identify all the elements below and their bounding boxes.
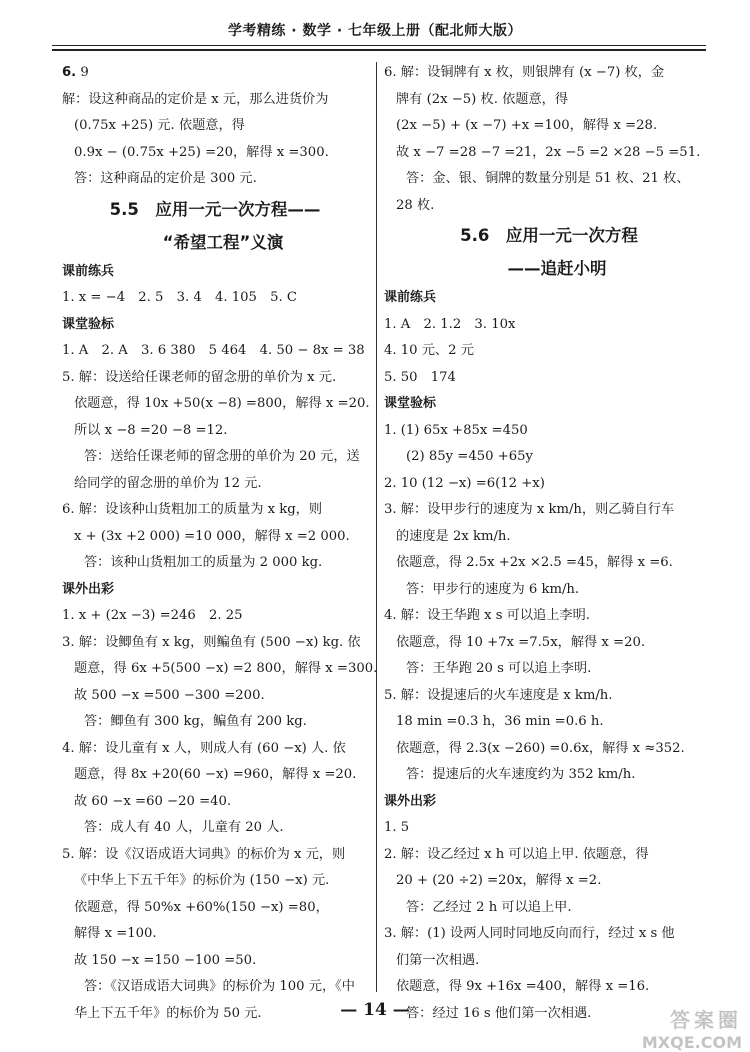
answer-line: 依题意，得 2.3(x −260) =0.6x，解得 x ≈352. [396,740,685,756]
answer-line: 5. 50 174 [384,369,456,385]
answer-line: 依题意，得 50%x +60%(150 −x) =80， [74,899,329,915]
answer-line: 给同学的留念册的单价为 12 元. [74,475,262,491]
page-number: — 14 — [340,1000,410,1020]
answer-line: 答：提速后的火车速度约为 352 km/h. [406,767,636,782]
answer-line: 所以 x −8 =20 −8 =12. [74,422,228,438]
answer-line: 4. 10 元、2 元 [384,343,474,358]
answer-line: 依题意，得 10x +50(x −8) =800，解得 x =20. [74,396,370,411]
answer-line: 20 + (20 ÷2) =20x，解得 x =2. [396,873,602,888]
answer-line: 解：设这种商品的定价是 x 元，那么进货价为 [62,91,329,107]
answer-line: 们第一次相遇. [396,952,480,968]
subsection-heading: 课外出彩 [62,581,115,597]
subsection-heading: 课外出彩 [384,793,437,809]
subsection-heading: 课前练兵 [62,263,115,279]
answer-line: 答：这种商品的定价是 300 元. [74,171,257,186]
answer-line: 5. 解：设送给任课老师的留念册的单价为 x 元. [62,369,337,385]
watermark-top: 答案圈 [670,1008,742,1032]
answer-line: 答：成人有 40 人，儿童有 20 人. [84,820,284,835]
answer-line: 1. 5 [384,820,410,835]
answer-line: 题意，得 6x +5(500 −x) =2 800，解得 x =300. [74,661,378,676]
answer-line: 答：经过 16 s 他们第一次相遇. [406,1005,592,1021]
subsection-heading: 课前练兵 [384,290,437,305]
answer-line: 4. 解：设儿童有 x 人，则成人有 (60 −x) 人. 依 [62,740,346,756]
answer-line: 题意，得 8x +20(60 −x) =960，解得 x =20. [74,767,357,782]
answer-line: 答：王华跑 20 s 可以追上李明. [406,661,592,676]
answer-line: 答：鲫鱼有 300 kg，鳊鱼有 200 kg. [84,714,307,729]
watermark-bottom: MXQE.COM [641,1033,742,1052]
answer-line: 6. 9 [62,65,89,80]
answer-line: 牌有 (2x −5) 枚. 依题意，得 [396,91,569,107]
answer-line: 28 枚. [396,197,435,213]
answer-line: 答：该种山货粗加工的质量为 2 000 kg. [84,555,323,570]
answer-line: 4. 解：设王华跑 x s 可以追上李明. [384,608,590,623]
answer-line: 5. 解：设《汉语成语大词典》的标价为 x 元，则 [62,846,346,862]
answer-line: 6. 解：设该种山货粗加工的质量为 x kg，则 [62,502,323,517]
answer-line: 1. x = −4 2. 5 3. 4 4. 105 5. C [62,290,297,305]
answer-line: 18 min =0.3 h，36 min =0.6 h. [396,714,604,729]
answer-line: 的速度是 2x km/h. [396,528,511,544]
section-subtitle: ——追赶小明 [507,259,607,278]
answer-line: 2. 10 (12 −x) =6(12 +x) [384,475,545,491]
answer-line: 答：甲步行的速度为 6 km/h. [406,581,580,597]
answer-line: 解得 x =100. [74,926,157,941]
answer-line: 依题意，得 10 +7x =7.5x，解得 x =20. [396,634,646,650]
header-rule-thin [52,45,706,46]
answer-line: 3. 解：(1) 设两人同时同地反向而行，经过 x s 他 [384,926,675,941]
answer-line: 1. x + (2x −3) =246 2. 25 [62,608,243,623]
answer-line: 1. A 2. A 3. 6 380 5 464 4. 50 − 8x = 38 [62,343,365,358]
section-title: 5.6 应用一元一次方程 [460,226,638,245]
answer-line: 5. 解：设提速后的火车速度是 x km/h. [384,687,613,703]
answer-line: 3. 解：设鲫鱼有 x kg，则鳊鱼有 (500 −x) kg. 依 [62,634,361,650]
header-rule-thick [52,49,706,51]
answer-line: 答：《汉语成语大词典》的标价为 100 元，《中 [84,979,355,994]
page-header: 学考精练 · 数学 · 七年级上册（配北师大版） [227,23,523,39]
answer-line: 0.9x − (0.75x +25) =20，解得 x =300. [74,144,329,160]
watermark-logo [592,1004,742,1052]
answer-line: 华上下五千年》的标价为 50 元. [74,1005,262,1021]
answer-line: 故 60 −x =60 −20 =40. [74,793,232,809]
answer-line: 依题意，得 9x +16x =400，解得 x =16. [396,979,650,994]
answer-line: 3. 解：设甲步行的速度为 x km/h，则乙骑自行车 [384,502,675,517]
right-column [384,60,714,1027]
answer-line: 故 500 −x =500 −300 =200. [74,687,265,703]
section-subtitle: “希望工程”义演 [162,232,284,252]
answer-line: 依题意，得 2.5x +2x ×2.5 =45，解得 x =6. [396,555,673,570]
answer-line: 1. A 2. 1.2 3. 10x [384,316,516,332]
answer-line: 《中华上下五千年》的标价为 (150 −x) 元. [74,873,330,888]
column-divider [376,62,377,992]
answer-line: (2x −5) + (x −7) +x =100，解得 x =28. [396,118,658,133]
answer-line: (0.75x +25) 元. 依题意，得 [74,118,245,133]
answer-line: 答：送给任课老师的留念册的单价为 20 元，送 [84,449,360,464]
answer-line: (2) 85y =450 +65y [406,449,533,464]
answer-line: 答：乙经过 2 h 可以追上甲. [406,899,572,915]
answer-line: 答：金、银、铜牌的数量分别是 51 枚、21 枚、 [406,171,690,186]
answer-line: 2. 解：设乙经过 x h 可以追上甲. 依题意，得 [384,846,649,862]
answer-line: 故 x −7 =28 −7 =21，2x −5 =2 ×28 −5 =51. [396,144,701,160]
answer-line: 6. 解：设铜牌有 x 枚，则银牌有 (x −7) 枚，金 [384,65,665,80]
subsection-heading: 课堂验标 [62,316,115,332]
answer-line: 故 150 −x =150 −100 =50. [74,952,257,968]
answer-line: x + (3x +2 000) =10 000，解得 x =2 000. [74,528,350,544]
subsection-heading: 课堂验标 [384,396,437,411]
answer-line: 1. (1) 65x +85x =450 [384,422,528,438]
section-title: 5.5 应用一元一次方程—— [109,199,321,219]
